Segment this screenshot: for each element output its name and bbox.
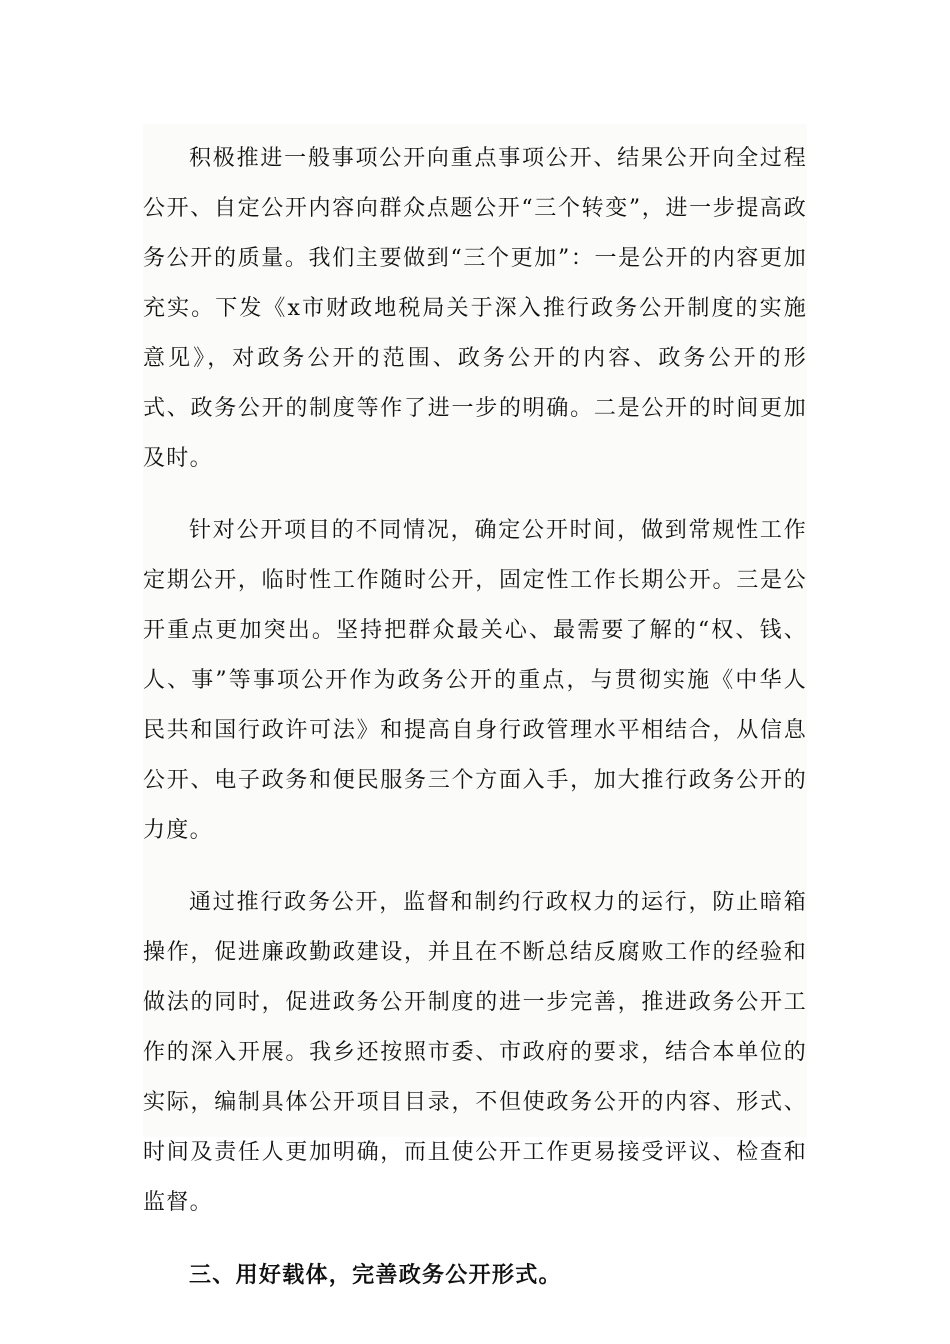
paragraph-1: 积极推进一般事项公开向重点事项公开、结果公开向全过程公开、自定公开内容向群众点题公开“三个转变”，进一步提高政务公开的质量。我们主要做到“三个更加”：一是公开的内容更加充实。下发《x市财政地税局关于深入推行政务公开制度的实施意见》，对政务公开的范围、政务公开的内容、政务公开的形式、政务公开的制度等作了进一步的明确。二是公开的时间更加及时。 bbox=[143, 146, 807, 471]
document-text-block bbox=[143, 124, 807, 1288]
paragraph-2: 针对公开项目的不同情况，确定公开时间，做到常规性工作定期公开，临时性工作随时公开，固定性工作长期公开。三是公开重点更加突出。坚持把群众最关心、最需要了解的“权、钱、人、事”等事项公开作为政务公开的重点，与贯彻实施《中华人民共和国行政许可法》和提高自身行政管理水平相结合，从信息公开、电子政务和便民服务三个方面入手，加大推行政务公开的力度。 bbox=[143, 518, 807, 843]
paragraph-3: 通过推行政务公开，监督和制约行政权力的运行，防止暗箱操作，促进廉政勤政建设，并且在不断总结反腐败工作的经验和做法的同时，促进政务公开制度的进一步完善，推进政务公开工作的深入开展。我乡还按照市委、市政府的要求，结合本单位的实际，编制具体公开项目目录，不但使政务公开的内容、形式、时间及责任人更加明确，而且使公开工作更易接受评议、检查和监督。 bbox=[143, 890, 807, 1215]
section-heading: 三、用好载体，完善政务公开形式。 bbox=[189, 1262, 562, 1288]
